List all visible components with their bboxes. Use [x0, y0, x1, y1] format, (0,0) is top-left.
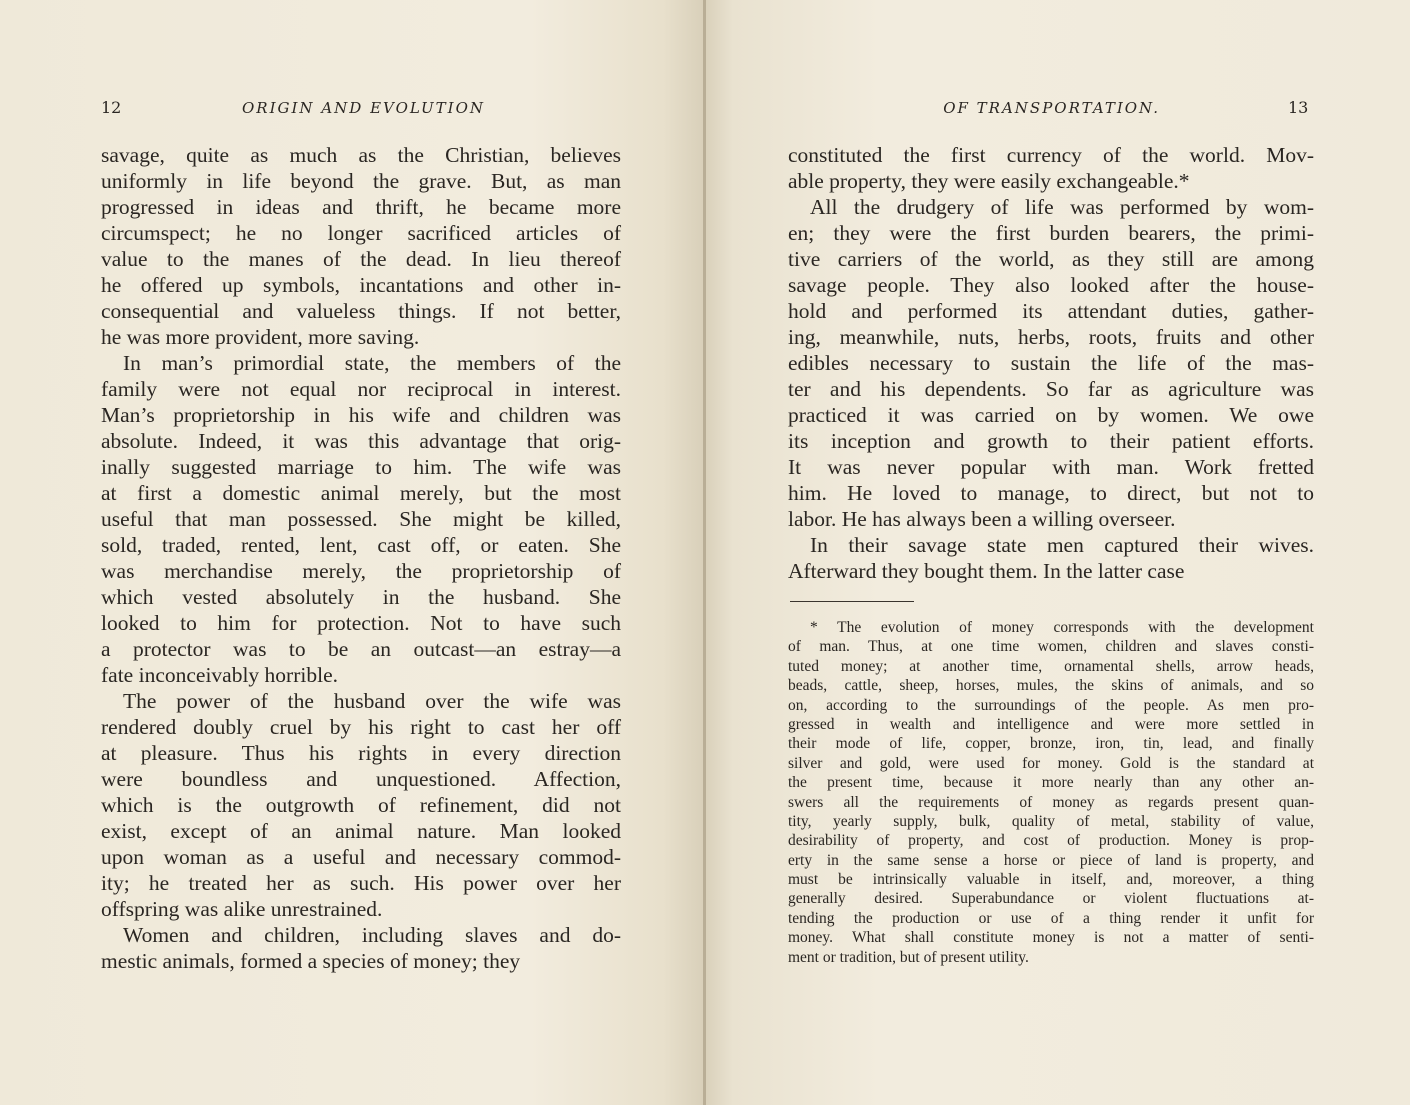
text-line: useful that man possessed. She might be killed, [101, 507, 621, 531]
text-line: was merchandise merely, the proprietorship of [101, 559, 621, 583]
text-line: money. What shall constitute money is not a matter of senti- [788, 929, 1314, 947]
text-line: ter and his dependents. So far as agriculture was [788, 377, 1314, 401]
text-line: Women and children, including slaves and do- [123, 923, 621, 947]
text-line: All the drudgery of life was performed by wom- [810, 195, 1314, 219]
text-line: he was more provident, more saving. [101, 325, 420, 349]
text-line: silver and gold, were used for money. Gold is the standard at [788, 754, 1314, 772]
right-page [705, 0, 1410, 1105]
text-line: practiced it was carried on by women. We owe [788, 403, 1314, 427]
text-line: consequential and valueless things. If not better, [101, 299, 621, 323]
text-line: gressed in wealth and intelligence and were more settled in [788, 715, 1314, 733]
text-line: * The evolution of money corresponds with the development [810, 619, 1314, 636]
left-body-text [101, 142, 621, 974]
text-line: inally suggested marriage to him. The wife was [101, 455, 621, 479]
right-body-text [788, 142, 1314, 584]
text-line: their mode of life, copper, bronze, iron, tin, lead, and finally [788, 735, 1314, 753]
text-line: rendered doubly cruel by his right to cast her off [101, 715, 621, 739]
text-line: tending the production or use of a thing render it unfit for [788, 909, 1314, 927]
text-line: sold, traded, rented, lent, cast off, or eaten. She [101, 533, 621, 557]
text-line: tity, yearly supply, bulk, quality of metal, stability of value, [788, 812, 1314, 830]
text-line: he offered up symbols, incantations and other in- [101, 273, 621, 297]
running-title-left: ORIGIN AND EVOLUTION [242, 99, 486, 117]
text-line: absolute. Indeed, it was this advantage that orig- [101, 429, 621, 453]
text-line: In man’s primordial state, the members of the [123, 351, 621, 375]
text-line: uniformly in life beyond the grave. But, as man [101, 169, 621, 193]
text-line: progressed in ideas and thrift, he became more [101, 195, 621, 219]
text-line: beads, cattle, sheep, horses, mules, the skins of animals, and so [788, 677, 1314, 695]
text-line: mestic animals, formed a species of money; they [101, 949, 521, 973]
text-line: able property, they were easily exchangeable.* [788, 169, 1190, 193]
text-line: generally desired. Superabundance or violent fluctuations at- [788, 890, 1314, 908]
text-line: savage people. They also looked after the house- [788, 273, 1314, 297]
text-line: labor. He has always been a willing overseer. [788, 507, 1176, 531]
page-number-right: 13 [1288, 98, 1309, 117]
text-line: It was never popular with man. Work fretted [788, 455, 1314, 479]
text-line: looked to him for protection. Not to have such [101, 611, 621, 635]
text-line: tive carriers of the world, as they still are among [788, 247, 1314, 271]
text-line: which vested absolutely in the husband. She [101, 585, 621, 609]
text-line: at pleasure. Thus his rights in every direction [101, 741, 621, 765]
running-title-right: OF TRANSPORTATION. [943, 99, 1160, 117]
text-line: value to the manes of the dead. In lieu thereof [101, 247, 621, 271]
text-line: exist, except of an animal nature. Man looked [101, 819, 621, 843]
text-line: its inception and growth to their patient efforts. [788, 429, 1314, 453]
text-line: family were not equal nor reciprocal in interest. [101, 377, 621, 401]
text-line: on, according to the surroundings of the people. As men pro- [788, 696, 1314, 714]
text-line: offspring was alike unrestrained. [101, 897, 383, 921]
page-number-left: 12 [101, 98, 122, 117]
footnote-rule [790, 601, 914, 602]
text-line: ment or tradition, but of present utility. [788, 948, 1029, 966]
footnote [788, 618, 1314, 967]
text-line: ing, meanwhile, nuts, herbs, roots, fruits and other [788, 325, 1314, 349]
text-line: were boundless and unquestioned. Affection, [101, 767, 621, 791]
text-line: Afterward they bought them. In the latter case [788, 559, 1185, 583]
text-line: desirability of property, and cost of production. Money is prop- [788, 832, 1314, 850]
text-line: him. He loved to manage, to direct, but not to [788, 481, 1314, 505]
text-line: edibles necessary to sustain the life of the mas- [788, 351, 1314, 375]
text-line: a protector was to be an outcast—an estray—a [101, 637, 621, 661]
text-line: of man. Thus, at one time women, children and slaves consti- [788, 638, 1314, 656]
text-line: In their savage state men captured their wives. [810, 533, 1314, 557]
text-line: upon woman as a useful and necessary commod- [101, 845, 621, 869]
book-gutter [703, 0, 706, 1105]
text-line: en; they were the first burden bearers, the primi- [788, 221, 1314, 245]
text-line: must be intrinsically valuable in itself, and, moreover, a thing [788, 871, 1314, 889]
text-line: savage, quite as much as the Christian, believes [101, 143, 621, 167]
text-line: constituted the first currency of the world. Mov- [788, 143, 1314, 167]
text-line: swers all the requirements of money as regards present quan- [788, 793, 1314, 811]
text-line: erty in the same sense a horse or piece of land is property, and [788, 851, 1314, 869]
text-line: tuted money; at another time, ornamental shells, arrow heads, [788, 657, 1314, 675]
text-line: which is the outgrowth of refinement, did not [101, 793, 621, 817]
text-line: ity; he treated her as such. His power over her [101, 871, 621, 895]
text-line: at first a domestic animal merely, but the most [101, 481, 621, 505]
text-line: hold and performed its attendant duties, gather- [788, 299, 1314, 323]
text-line: The power of the husband over the wife was [123, 689, 621, 713]
text-line: circumspect; he no longer sacrificed articles of [101, 221, 621, 245]
text-line: Man’s proprietorship in his wife and children was [101, 403, 621, 427]
text-line: fate inconceivably horrible. [101, 663, 338, 687]
text-line: the present time, because it more nearly than any other an- [788, 774, 1314, 792]
